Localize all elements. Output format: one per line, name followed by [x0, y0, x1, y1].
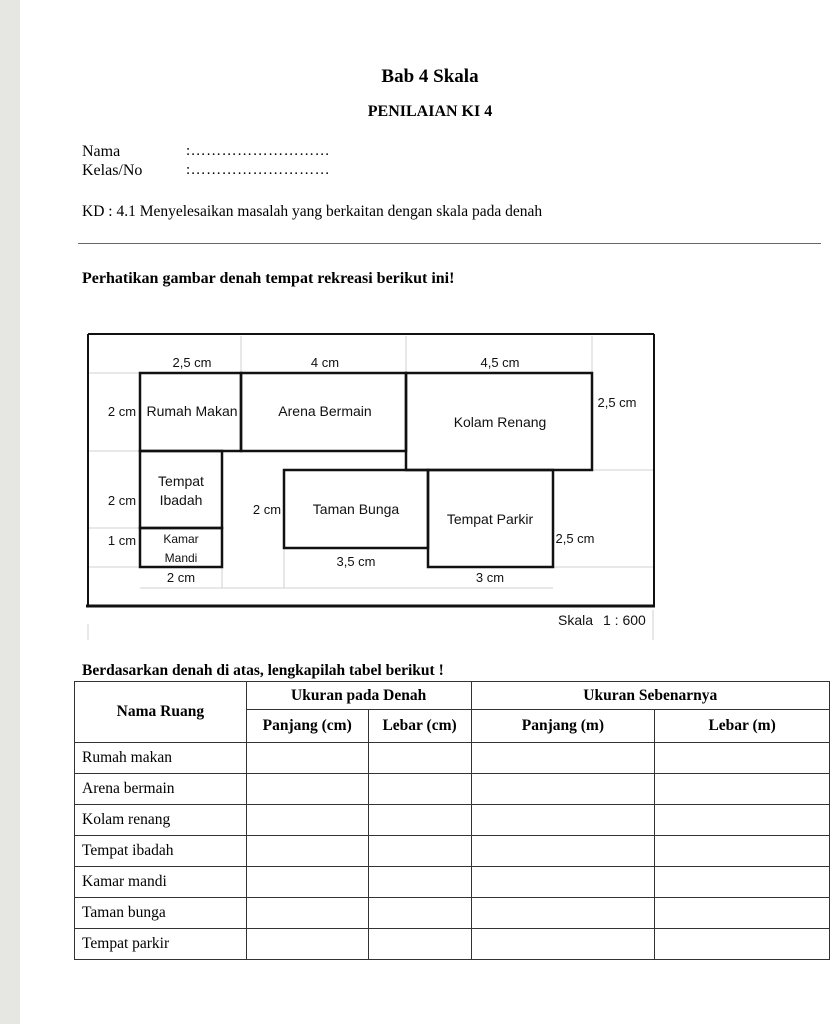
row-room-name: Kolam renang: [75, 805, 247, 836]
dim-right-parkir: 2,5 cm: [555, 531, 595, 546]
dim-top-rumah-makan: 2,5 cm: [172, 355, 212, 370]
dim-right-kolam: 2,5 cm: [597, 395, 637, 410]
room-label-kolam-renang: Kolam Renang: [453, 414, 547, 430]
class-label: Kelas/No: [82, 162, 143, 179]
page-title: Bab 4 Skala: [381, 66, 479, 87]
page-subtitle: PENILAIAN KI 4: [367, 103, 493, 120]
room-label-ibadah: Ibadah: [159, 492, 203, 508]
name-field[interactable]: :………………………: [186, 143, 331, 159]
room-label-tempat-parkir: Tempat Parkir: [446, 511, 534, 527]
row-room-name: Taman bunga: [75, 898, 247, 929]
cell-real-width[interactable]: [655, 867, 830, 898]
cell-plan-length[interactable]: [246, 743, 368, 774]
room-label-tempat: Tempat: [158, 473, 204, 489]
row-room-name: Rumah makan: [75, 743, 247, 774]
class-field[interactable]: :………………………: [186, 162, 331, 178]
header-room-name: Nama Ruang: [75, 682, 247, 743]
cell-real-width[interactable]: [655, 743, 830, 774]
cell-real-length[interactable]: [471, 929, 655, 960]
name-label: Nama: [82, 143, 121, 160]
cell-real-width[interactable]: [655, 929, 830, 960]
cell-plan-width[interactable]: [368, 774, 471, 805]
cell-real-length[interactable]: [471, 867, 655, 898]
row-room-name: Arena bermain: [75, 774, 247, 805]
table-row: [75, 743, 830, 774]
cell-real-length[interactable]: [471, 898, 655, 929]
cell-plan-length[interactable]: [246, 929, 368, 960]
cell-real-length[interactable]: [471, 774, 655, 805]
dim-top-arena: 4 cm: [310, 355, 340, 370]
dim-top-kolam: 4,5 cm: [480, 355, 520, 370]
kd-statement: KD : 4.1 Menyelesaikan masalah yang berkaitan dengan skala pada denah: [82, 203, 543, 220]
row-room-name: Tempat parkir: [75, 929, 247, 960]
table-row: [75, 867, 830, 898]
table-row: [75, 898, 830, 929]
cell-real-length[interactable]: [471, 743, 655, 774]
header-real-length: Panjang (m): [471, 710, 655, 743]
cell-plan-width[interactable]: [368, 743, 471, 774]
row-room-name: Tempat ibadah: [75, 836, 247, 867]
cell-plan-length[interactable]: [246, 774, 368, 805]
cell-real-length[interactable]: [471, 836, 655, 867]
cell-real-width[interactable]: [655, 774, 830, 805]
dim-bottom-parkir: 3 cm: [475, 570, 505, 585]
cell-plan-length[interactable]: [246, 898, 368, 929]
cell-plan-length[interactable]: [246, 867, 368, 898]
dim-bottom-kamar: 2 cm: [166, 570, 196, 585]
header-real-size: Ukuran Sebenarnya: [471, 682, 830, 710]
room-tempat-ibadah: [140, 451, 222, 528]
header-plan-width: Lebar (cm): [368, 710, 471, 743]
cell-plan-width[interactable]: [368, 898, 471, 929]
cell-plan-length[interactable]: [246, 836, 368, 867]
header-real-width: Lebar (m): [655, 710, 830, 743]
measurement-table: [74, 681, 830, 960]
dim-bottom-taman: 3,5 cm: [336, 554, 376, 569]
dim-left-kamar: 1 cm: [107, 533, 137, 548]
table-row: [75, 805, 830, 836]
cell-plan-width[interactable]: [368, 805, 471, 836]
dim-left-rumah-makan: 2 cm: [107, 404, 137, 419]
dim-left-taman: 2 cm: [252, 502, 282, 517]
room-label-arena-bermain: Arena Bermain: [278, 403, 372, 419]
cell-real-length[interactable]: [471, 805, 655, 836]
table-row: [75, 836, 830, 867]
cell-real-width[interactable]: [655, 805, 830, 836]
header-plan-size: Ukuran pada Denah: [246, 682, 471, 710]
cell-real-width[interactable]: [655, 836, 830, 867]
row-room-name: Kamar mandi: [75, 867, 247, 898]
floorplan-instruction: Perhatikan gambar denah tempat rekreasi berikut ini!: [82, 270, 455, 287]
cell-plan-length[interactable]: [246, 805, 368, 836]
table-row: [75, 929, 830, 960]
cell-plan-width[interactable]: [368, 929, 471, 960]
room-label-mandi: Mandi: [164, 551, 198, 565]
dim-left-ibadah: 2 cm: [107, 493, 137, 508]
room-label-rumah-makan: Rumah Makan: [146, 403, 238, 419]
room-label-kamar: Kamar: [163, 532, 199, 546]
room-label-taman-bunga: Taman Bunga: [312, 501, 400, 517]
scale-value: 1 : 600: [603, 612, 646, 628]
table-row: [75, 774, 830, 805]
scale-label: Skala: [558, 612, 594, 628]
header-plan-length: Panjang (cm): [246, 710, 368, 743]
cell-real-width[interactable]: [655, 898, 830, 929]
cell-plan-width[interactable]: [368, 867, 471, 898]
cell-plan-width[interactable]: [368, 836, 471, 867]
table-instruction: Berdasarkan denah di atas, lengkapilah tabel berikut !: [82, 662, 444, 679]
